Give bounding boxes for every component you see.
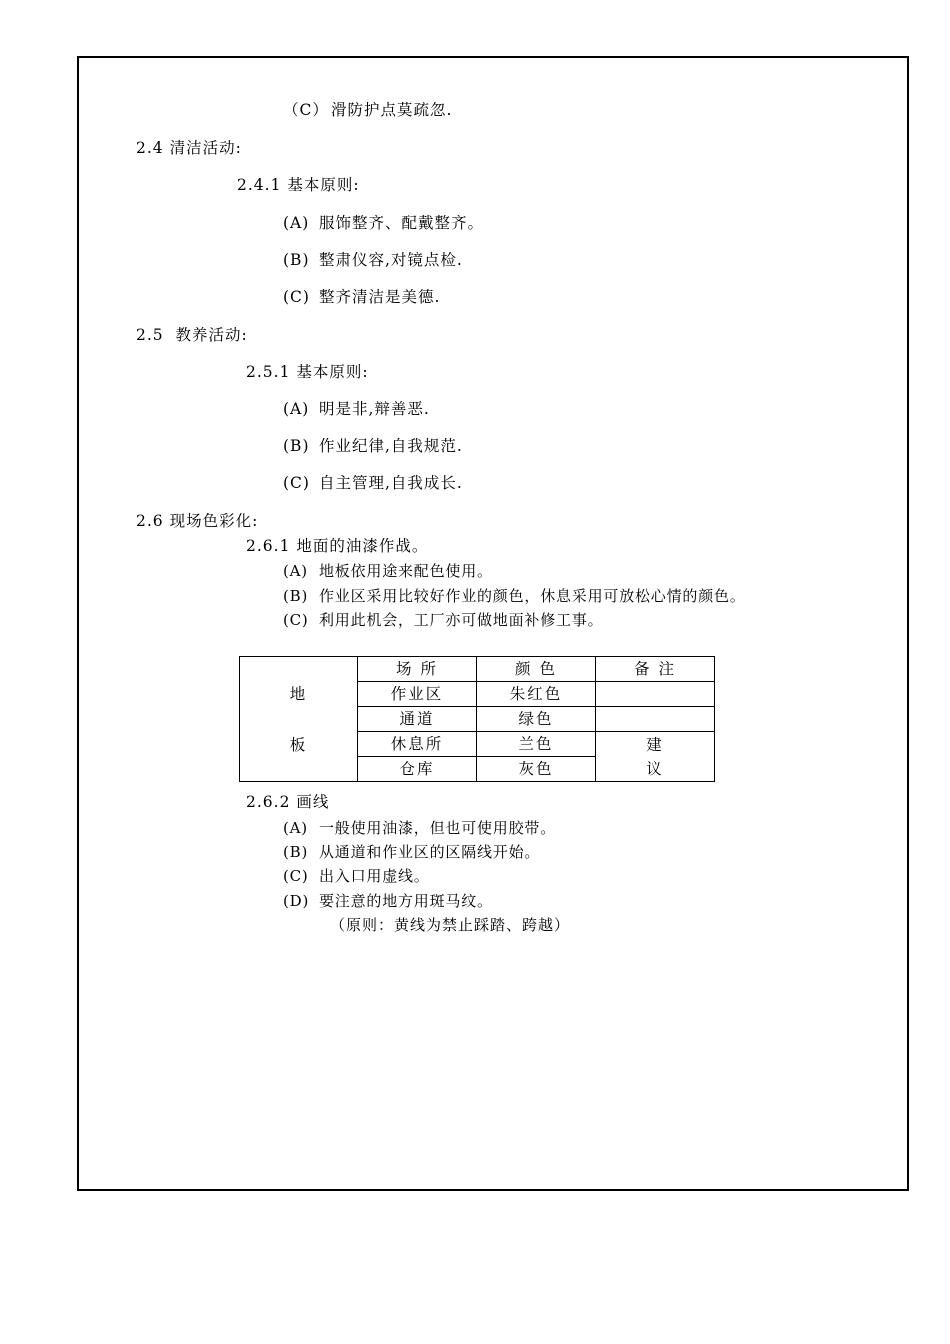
place-cell: 通道 xyxy=(358,707,477,732)
section-2-4-1-heading: 2.4.1 基本原则: xyxy=(237,176,360,194)
color-cell: 绿色 xyxy=(477,707,596,732)
place-cell: 仓库 xyxy=(358,757,477,782)
item-2-4-1-c xyxy=(283,287,440,307)
item-2-5-1-a xyxy=(283,399,430,419)
principle-note: （原则：黄线为禁止踩踏、跨越） xyxy=(330,916,571,934)
remark-bottom: 议 xyxy=(646,759,664,778)
item-text: 作业纪律,自我规范. xyxy=(319,437,463,455)
item-c-slip xyxy=(283,100,452,120)
item-text: 一般使用油漆，但也可使用胶带。 xyxy=(319,819,557,837)
header-place: 场 所 xyxy=(358,657,477,682)
item-marker: (C) xyxy=(283,474,310,492)
remark-cell xyxy=(596,682,715,707)
section-2-5-heading: 2.5 教养活动: xyxy=(136,326,248,344)
remark-merged-cell xyxy=(596,732,715,782)
item-2-6-1-a xyxy=(283,561,493,581)
floor-color-table xyxy=(239,656,715,782)
item-text: 出入口用虚线。 xyxy=(319,867,430,885)
item-marker: (A) xyxy=(283,214,310,232)
row-label-top: 地 xyxy=(240,657,358,732)
item-2-6-1-c xyxy=(283,610,603,630)
color-cell: 兰色 xyxy=(477,732,596,757)
header-color: 颜 色 xyxy=(477,657,596,682)
item-2-4-1-b xyxy=(283,250,463,270)
item-2-6-2-b xyxy=(283,842,540,862)
item-text: 从通道和作业区的区隔线开始。 xyxy=(319,843,541,861)
item-text: 整肃仪容,对镜点检. xyxy=(319,251,463,269)
item-text: 利用此机会，工厂亦可做地面补修工事。 xyxy=(319,611,604,629)
item-text: 明是非,辩善恶. xyxy=(319,400,430,418)
item-marker: （C） xyxy=(283,101,329,119)
section-2-5-1-heading: 2.5.1 基本原则: xyxy=(246,363,369,381)
item-2-4-1-a xyxy=(283,213,484,233)
color-cell: 朱红色 xyxy=(477,682,596,707)
item-2-5-1-c xyxy=(283,473,463,493)
item-marker: (C) xyxy=(283,288,310,306)
item-2-6-2-c xyxy=(283,866,430,886)
row-label-bottom: 板 xyxy=(240,732,358,782)
item-marker: (B) xyxy=(283,843,309,861)
item-text: 整齐清洁是美德. xyxy=(319,288,441,306)
remark-cell xyxy=(596,707,715,732)
remark-top: 建 xyxy=(646,735,664,754)
item-text: 地板依用途来配色使用。 xyxy=(319,562,493,580)
item-text: 自主管理,自我成长. xyxy=(319,474,463,492)
section-2-6-heading: 2.6 现场色彩化: xyxy=(136,512,259,530)
item-text: 要注意的地方用斑马纹。 xyxy=(319,892,493,910)
item-marker: (D) xyxy=(283,892,310,910)
item-2-6-2-d xyxy=(283,891,493,911)
section-2-4-heading: 2.4 清洁活动: xyxy=(136,139,242,157)
table-header-row xyxy=(240,657,715,682)
item-marker: (A) xyxy=(283,400,310,418)
item-2-6-2-a xyxy=(283,818,556,838)
item-marker: (C) xyxy=(283,611,309,629)
place-cell: 作业区 xyxy=(358,682,477,707)
color-cell: 灰色 xyxy=(477,757,596,782)
item-2-6-1-b xyxy=(283,586,746,606)
item-text: 滑防护点莫疏忽. xyxy=(331,101,453,119)
item-marker: (A) xyxy=(283,819,308,837)
item-text: 作业区采用比较好作业的颜色，休息采用可放松心情的颜色。 xyxy=(319,587,746,605)
item-marker: (B) xyxy=(283,437,310,455)
header-remark: 备 注 xyxy=(596,657,715,682)
item-2-5-1-b xyxy=(283,436,463,456)
item-marker: (A) xyxy=(283,562,308,580)
section-2-6-2-heading: 2.6.2 画线 xyxy=(246,793,330,811)
place-cell: 休息所 xyxy=(358,732,477,757)
item-text: 服饰整齐、配戴整齐。 xyxy=(319,214,485,232)
item-marker: (B) xyxy=(283,587,309,605)
item-marker: (C) xyxy=(283,867,309,885)
section-2-6-1-heading: 2.6.1 地面的油漆作战。 xyxy=(246,537,429,555)
table-row xyxy=(240,732,715,757)
item-marker: (B) xyxy=(283,251,310,269)
